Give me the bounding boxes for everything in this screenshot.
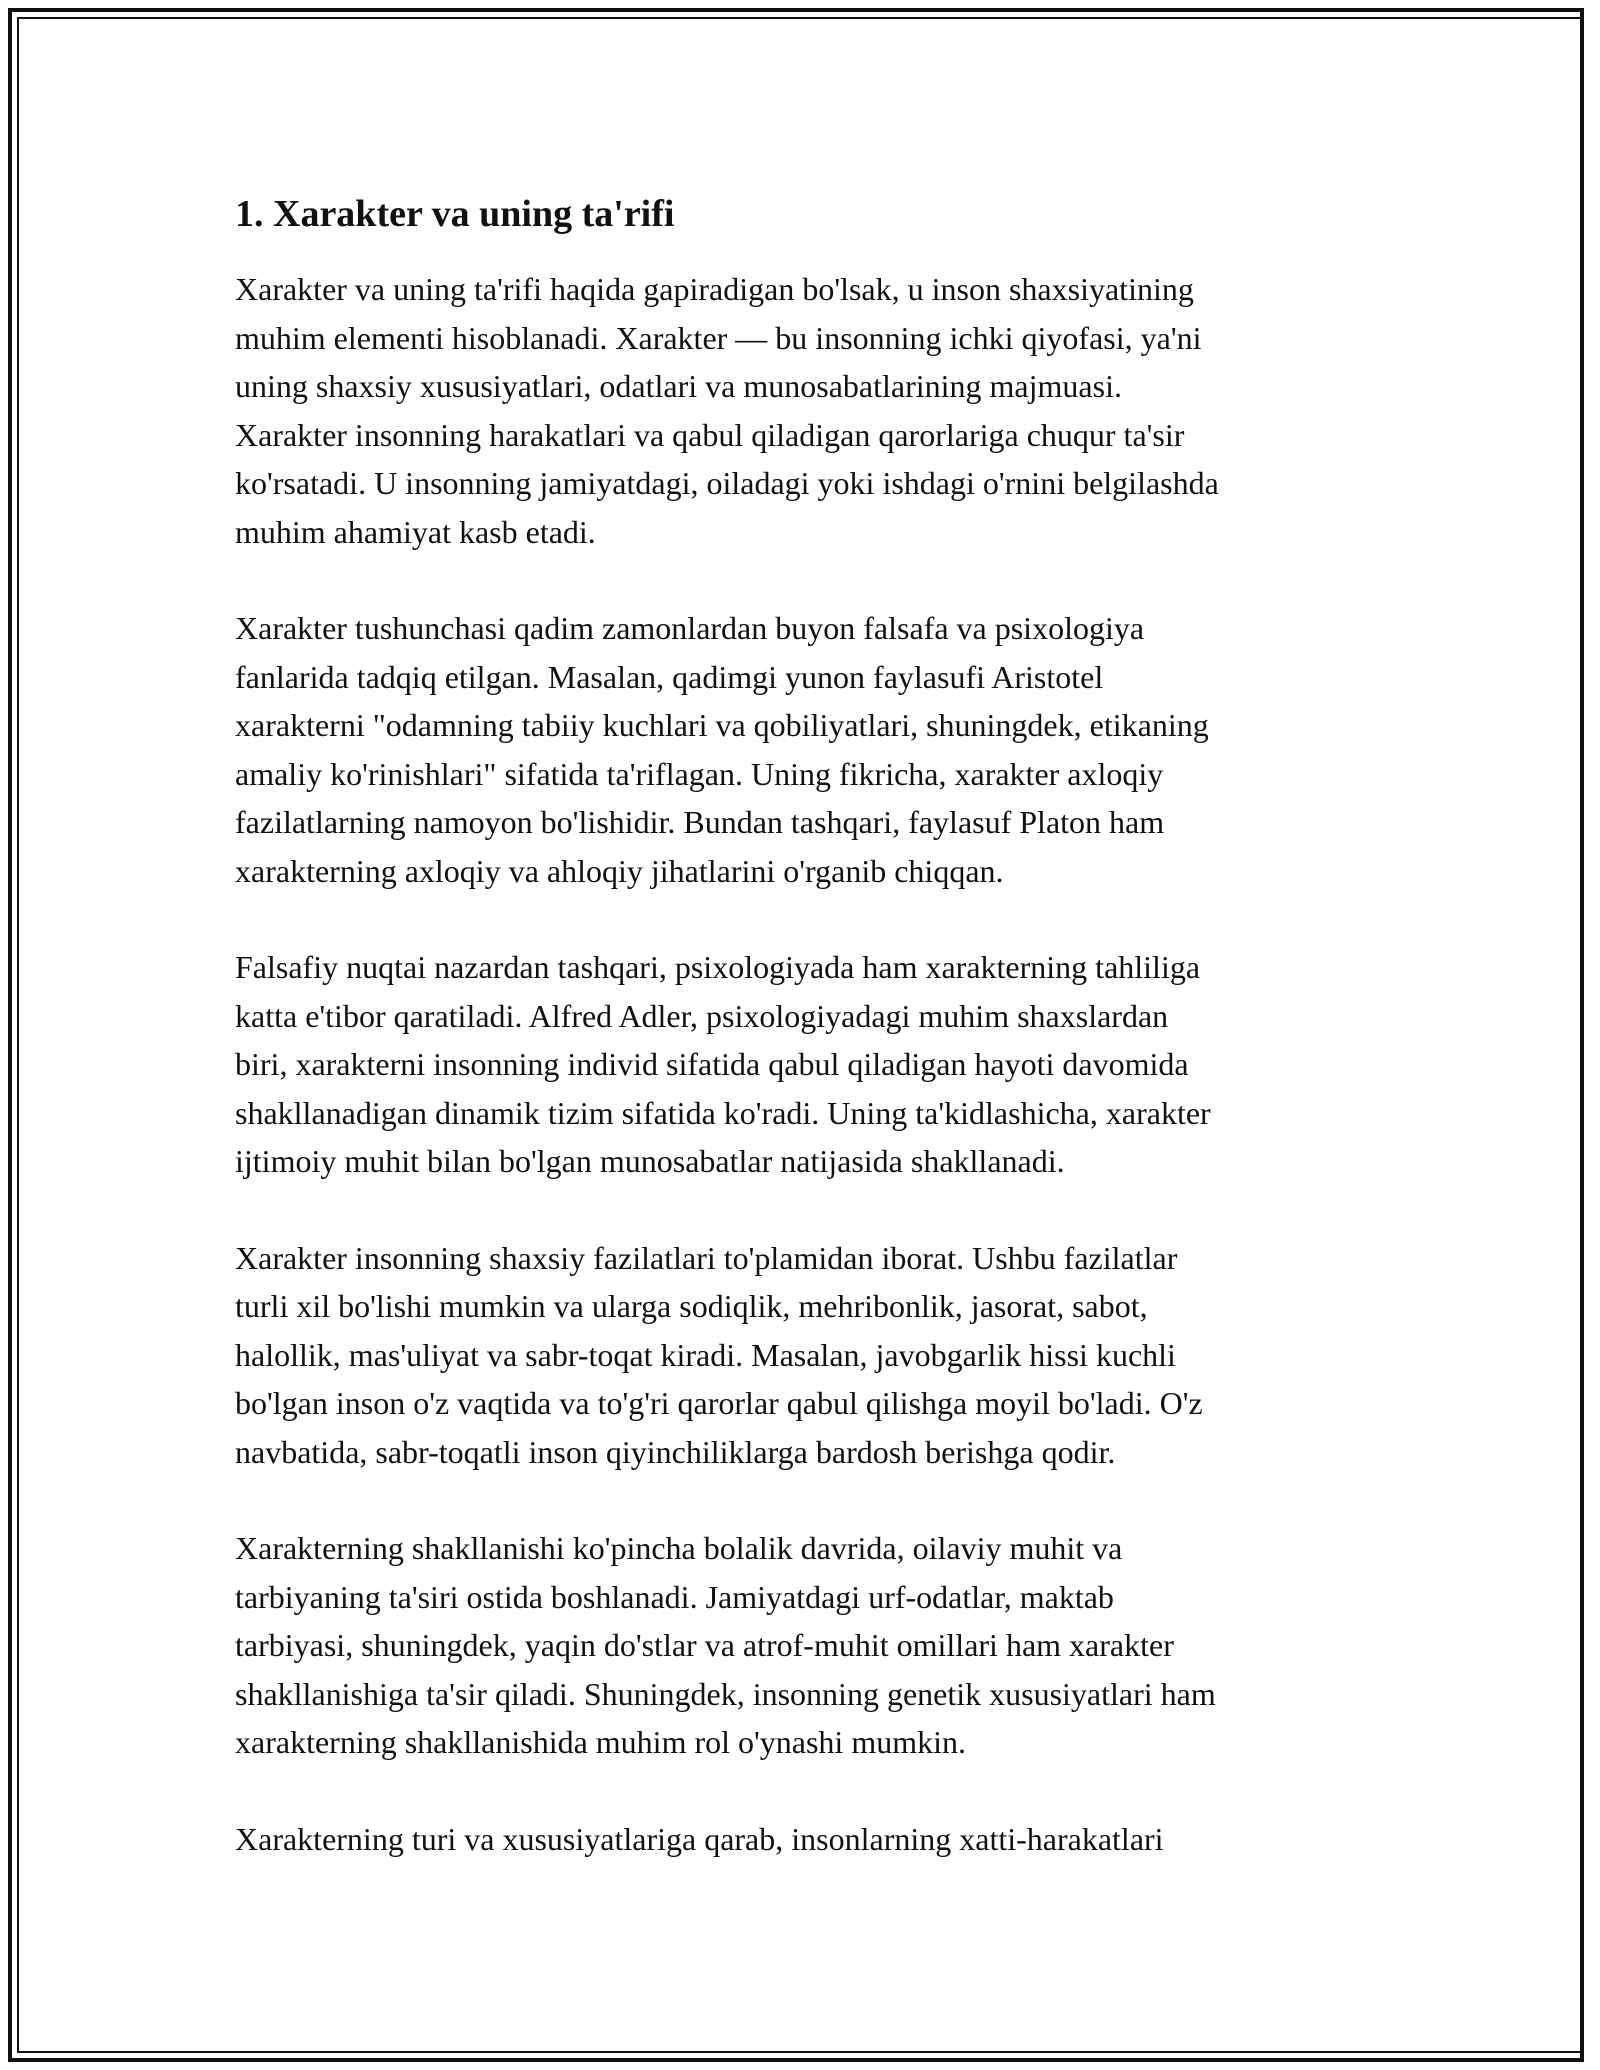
document-body [235, 187, 1395, 1911]
text-line: katta e'tibor qaratiladi. Alfred Adler, psixologiyadagi muhim shaxslardan [235, 997, 1169, 1034]
paragraph-3 [235, 943, 1395, 1186]
text-line: tarbiyasi, shuningdek, yaqin do'stlar va atrof-muhit omillari ham xarakter [235, 1627, 1174, 1663]
text-line: amaliy ko'rinishlari" sifatida ta'riflagan. Uning fikricha, xarakter axloqiy [235, 755, 1164, 792]
text-line: xarakterning shakllanishida muhim rol o'ynashi mumkin. [235, 1724, 966, 1760]
paragraph-5 [235, 1524, 1395, 1767]
text-line: Falsafiy nuqtai nazardan tashqari, psixologiyada ham xarakterning tahliliga [235, 949, 1201, 985]
paragraph-2 [235, 604, 1395, 895]
section-heading: 1. Xarakter va uning ta'rifi [235, 193, 675, 235]
text-line: xarakterning axloqiy va ahloqiy jihatlarini o'rganib chiqqan. [235, 852, 1004, 889]
text-line: halollik, mas'uliyat va sabr-toqat kiradi. Masalan, javobgarlik hissi kuchli [235, 1336, 1176, 1373]
text-line: uning shaxsiy xususiyatlari, odatlari va munosabatlarining majmuasi. [235, 368, 1122, 404]
text-line: fanlarida tadqiq etilgan. Masalan, qadimgi yunon faylasufi Aristotel [235, 658, 1104, 695]
text-line: tarbiyaning ta'siri ostida boshlanadi. Jamiyatdagi urf-odatlar, maktab [235, 1578, 1114, 1615]
text-line: muhim elementi hisoblanadi. Xarakter — bu insonning ichki qiyofasi, ya'ni [235, 319, 1202, 356]
text-line: biri, xarakterni insonning individ sifatida qabul qiladigan hayoti davomida [235, 1046, 1189, 1082]
text-line: muhim ahamiyat kasb etadi. [235, 513, 596, 550]
text-line: xarakterni "odamning tabiiy kuchlari va qobiliyatlari, shuningdek, etikaning [235, 707, 1209, 743]
text-line: Xarakterning turi va xususiyatlariga qarab, insonlarning xatti-harakatlari [235, 1820, 1164, 1857]
text-line: Xarakter tushunchasi qadim zamonlardan buyon falsafa va psixologiya [235, 610, 1145, 646]
text-line: turli xil bo'lishi mumkin va ularga sodiqlik, mehribonlik, jasorat, sabot, [235, 1288, 1148, 1324]
text-line: ko'rsatadi. U insonning jamiyatdagi, oiladagi yoki ishdagi o'rnini belgilashda [235, 465, 1219, 501]
paragraph-6 [235, 1815, 1395, 1864]
text-line: Xarakterning shakllanishi ko'pincha bolalik davrida, oilaviy muhit va [235, 1530, 1123, 1566]
text-line: navbatida, sabr-toqatli inson qiyinchiliklarga bardosh berishga qodir. [235, 1433, 1116, 1470]
text-line: Xarakter va uning ta'rifi haqida gapiradigan bo'lsak, u inson shaxsiyatining [235, 271, 1194, 307]
paragraph-1 [235, 265, 1395, 556]
text-line: fazilatlarning namoyon bo'lishidir. Bundan tashqari, faylasuf Platon ham [235, 804, 1165, 840]
text-line: ijtimoiy muhit bilan bo'lgan munosabatlar natijasida shakllanadi. [235, 1143, 1065, 1179]
text-line: shakllanadigan dinamik tizim sifatida ko'radi. Uning ta'kidlashicha, xarakter [235, 1094, 1211, 1131]
text-line: Xarakter insonning harakatlari va qabul qiladigan qarorlariga chuqur ta'sir [235, 416, 1185, 453]
text-line: shakllanishiga ta'sir qiladi. Shuningdek, insonning genetik xususiyatlari ham [235, 1675, 1216, 1712]
text-line: bo'lgan inson o'z vaqtida va to'g'ri qarorlar qabul qilishga moyil bo'ladi. O'z [235, 1385, 1203, 1421]
text-line: Xarakter insonning shaxsiy fazilatlari to'plamidan iborat. Ushbu fazilatlar [235, 1239, 1178, 1276]
paragraph-4 [235, 1234, 1395, 1477]
